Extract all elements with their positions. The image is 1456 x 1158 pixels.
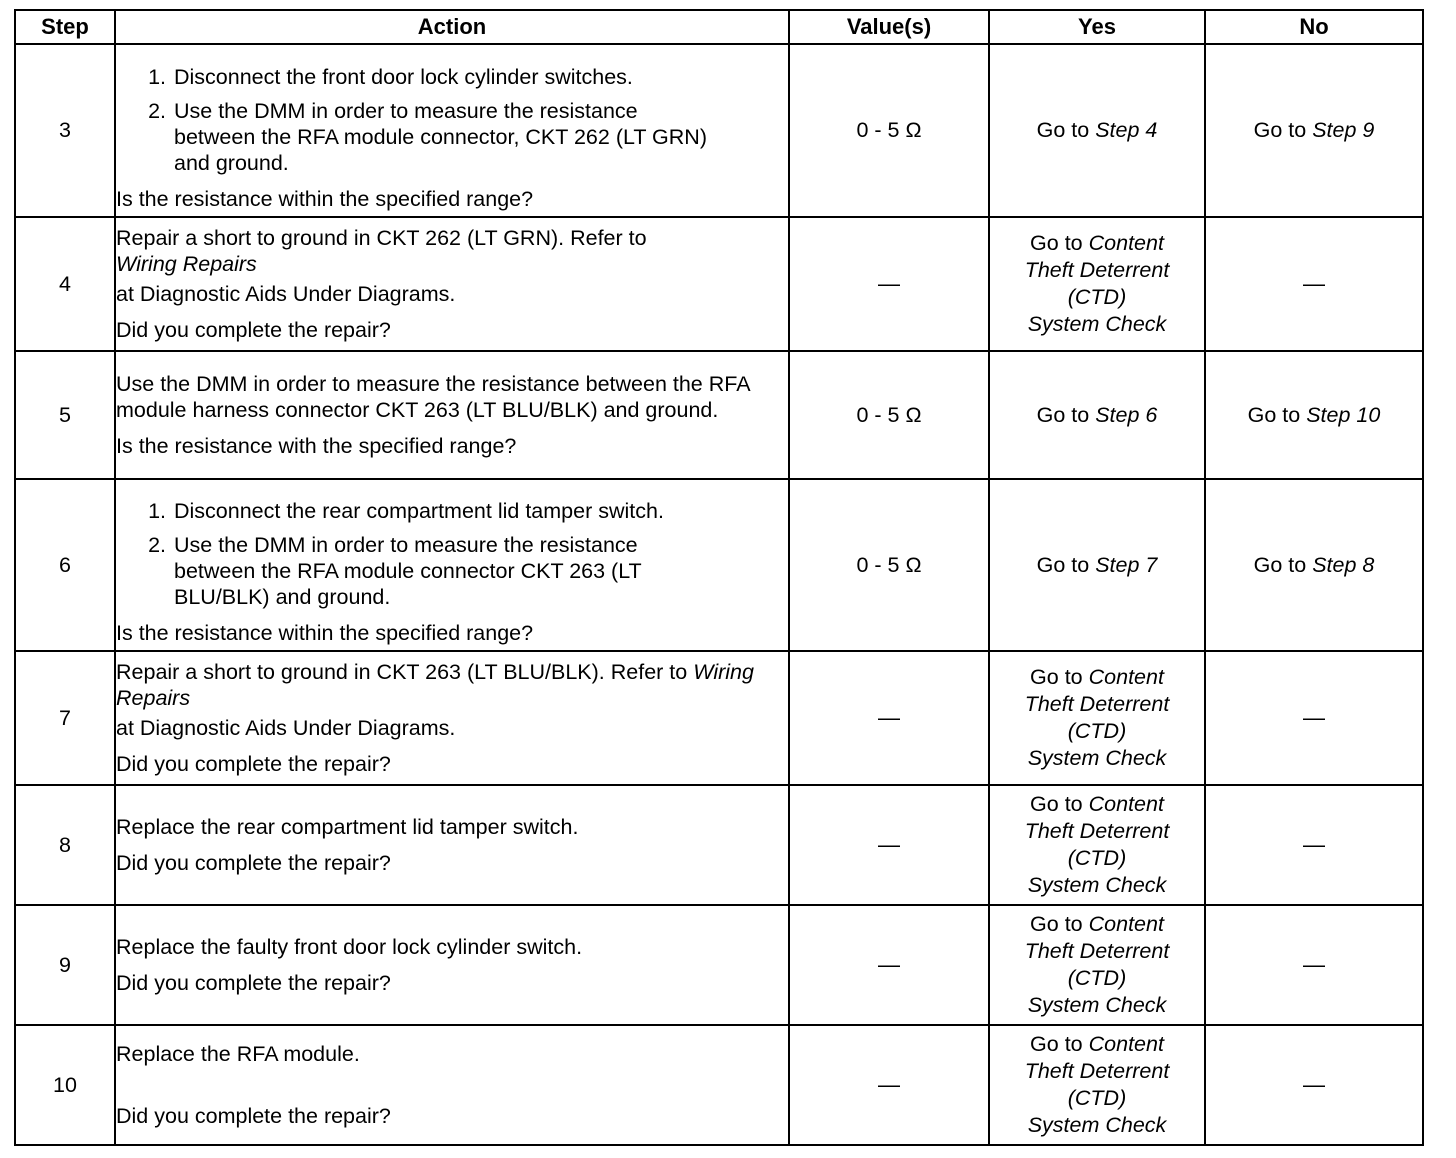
- ctd-line[interactable]: System Check: [1027, 746, 1167, 770]
- yes-cell: [989, 785, 1205, 905]
- header-row: [15, 10, 1423, 44]
- dash: —: [1303, 1072, 1325, 1097]
- no-cell: [1205, 479, 1423, 651]
- action-cell: [115, 1025, 789, 1145]
- yes-cell: [989, 1025, 1205, 1145]
- step-link[interactable]: Step 8: [1312, 552, 1375, 577]
- table-row: [15, 1025, 1423, 1145]
- step-link[interactable]: Step 4: [1095, 118, 1158, 142]
- action-steps: [116, 64, 788, 176]
- header-no: No: [1205, 10, 1423, 44]
- ctd-line[interactable]: (CTD): [1067, 846, 1127, 870]
- action-cell: [115, 785, 789, 905]
- yes-cell: [989, 217, 1205, 351]
- ctd-line[interactable]: Theft Deterrent: [1024, 258, 1170, 282]
- ctd-line[interactable]: Theft Deterrent: [1024, 692, 1170, 716]
- ctd-line[interactable]: Theft Deterrent: [1024, 819, 1170, 843]
- dash: —: [878, 1072, 900, 1097]
- action-question: Did you complete the repair?: [116, 318, 391, 342]
- no-cell: [1205, 1025, 1423, 1145]
- dash: —: [1303, 271, 1325, 296]
- action-steps: [116, 498, 788, 610]
- step-number: 8: [15, 785, 115, 905]
- header-values: Value(s): [789, 10, 989, 44]
- header-action: Action: [115, 10, 789, 44]
- ctd-line[interactable]: System Check: [1027, 1113, 1167, 1137]
- value-cell: [789, 785, 989, 905]
- ctd-line[interactable]: Go to Content: [1030, 792, 1164, 816]
- step-number: 10: [15, 1025, 115, 1145]
- action-cell: [115, 351, 789, 479]
- goto-text: Go to: [1253, 552, 1307, 577]
- action-question: Did you complete the repair?: [116, 851, 391, 875]
- ctd-line[interactable]: (CTD): [1067, 285, 1127, 309]
- yes-cell: [989, 905, 1205, 1025]
- ctd-line[interactable]: Theft Deterrent: [1024, 1059, 1170, 1083]
- ctd-line[interactable]: (CTD): [1067, 1086, 1127, 1110]
- diagnostic-table: [14, 9, 1424, 1146]
- dash: —: [878, 271, 900, 296]
- ctd-line[interactable]: (CTD): [1067, 719, 1127, 743]
- ctd-line[interactable]: Go to Content: [1030, 665, 1164, 689]
- action-cell: [115, 905, 789, 1025]
- goto-text: Go to: [1247, 402, 1301, 427]
- ctd-line[interactable]: Theft Deterrent: [1024, 939, 1170, 963]
- dash: —: [1303, 832, 1325, 857]
- goto-text: Go to: [1036, 552, 1090, 577]
- dash: —: [878, 705, 900, 730]
- yes-cell: [989, 351, 1205, 479]
- value-cell: 0 - 5 Ω: [789, 479, 989, 651]
- action-text-main: Repair a short to ground in CKT 262 (LT GRN). Refer to: [116, 226, 647, 250]
- action-question: Did you complete the repair?: [116, 971, 391, 995]
- table-row: [15, 479, 1423, 651]
- action-cell: [115, 44, 789, 217]
- step-number: 4: [15, 217, 115, 351]
- dash: —: [878, 952, 900, 977]
- dash: —: [1303, 952, 1325, 977]
- ctd-line[interactable]: Go to Content: [1030, 1032, 1164, 1056]
- ctd-line[interactable]: (CTD): [1067, 966, 1127, 990]
- ctd-line[interactable]: Go to Content: [1030, 231, 1164, 255]
- ctd-line[interactable]: System Check: [1027, 873, 1167, 897]
- action-text-location: at Diagnostic Aids Under Diagrams.: [116, 282, 456, 306]
- no-cell: [1205, 651, 1423, 785]
- value-cell: [789, 905, 989, 1025]
- value-cell: [789, 1025, 989, 1145]
- action-text: [116, 659, 788, 711]
- step-number: 6: [15, 479, 115, 651]
- action-question: Is the resistance within the specified range?: [116, 621, 534, 645]
- step-number: 9: [15, 905, 115, 1025]
- action-cell: [115, 479, 789, 651]
- action-question: Is the resistance with the specified range?: [116, 434, 517, 458]
- step-link[interactable]: Step 10: [1306, 402, 1381, 427]
- yes-cell: [989, 44, 1205, 217]
- table-row: [15, 217, 1423, 351]
- no-cell: [1205, 785, 1423, 905]
- table-row: [15, 905, 1423, 1025]
- action-question: Did you complete the repair?: [116, 752, 391, 776]
- ctd-line[interactable]: System Check: [1027, 312, 1167, 336]
- no-cell: [1205, 351, 1423, 479]
- action-text: Replace the rear compartment lid tamper switch.: [116, 815, 579, 839]
- wiring-repairs-ref[interactable]: Wiring Repairs: [116, 252, 257, 276]
- value-cell: 0 - 5 Ω: [789, 351, 989, 479]
- action-question: Is the resistance within the specified range?: [116, 186, 534, 211]
- wiring-repairs-ref[interactable]: Wiring Repairs: [116, 660, 754, 710]
- action-text-main: Repair a short to ground in CKT 263 (LT BLU/BLK). Refer to: [116, 660, 688, 684]
- ctd-line[interactable]: Go to Content: [1030, 912, 1164, 936]
- action-step: 1. Disconnect the front door lock cylinder switches.: [172, 64, 788, 90]
- header-yes: Yes: [989, 10, 1205, 44]
- action-cell: [115, 217, 789, 351]
- action-text: Use the DMM in order to measure the resistance between the RFA module harness connector CKT 263 (LT BLU/BLK) and ground.: [116, 372, 750, 422]
- action-cell: [115, 651, 789, 785]
- value-cell: 0 - 5 Ω: [789, 44, 989, 217]
- header-step: Step: [15, 10, 115, 44]
- action-step: 2. Use the DMM in order to measure the resistance between the RFA module connector CKT 263 (LT BLU/BLK) and ground.: [172, 532, 788, 610]
- yes-cell: [989, 651, 1205, 785]
- value-cell: [789, 651, 989, 785]
- no-cell: [1205, 44, 1423, 217]
- action-text-location: at Diagnostic Aids Under Diagrams.: [116, 716, 456, 740]
- action-text: Replace the faulty front door lock cylinder switch.: [116, 935, 583, 959]
- action-step: 1. Disconnect the rear compartment lid tamper switch.: [172, 498, 788, 524]
- table-row: [15, 785, 1423, 905]
- goto-text: Go to: [1036, 402, 1090, 427]
- step-number: 7: [15, 651, 115, 785]
- step-link[interactable]: Step 6: [1095, 402, 1158, 427]
- action-question: Did you complete the repair?: [116, 1104, 391, 1128]
- action-step: 2. Use the DMM in order to measure the resistance between the RFA module connector, CKT 262 (LT GRN) and ground.: [172, 98, 788, 176]
- table-row: [15, 44, 1423, 217]
- action-text: [116, 225, 788, 277]
- action-text: Replace the RFA module.: [116, 1042, 360, 1066]
- no-cell: [1205, 905, 1423, 1025]
- goto-text: Go to: [1253, 118, 1307, 142]
- ctd-line[interactable]: System Check: [1027, 993, 1167, 1017]
- table-row: [15, 651, 1423, 785]
- no-cell: [1205, 217, 1423, 351]
- dash: —: [1303, 705, 1325, 730]
- step-number: 3: [15, 44, 115, 217]
- goto-text: Go to: [1036, 118, 1090, 142]
- step-link[interactable]: Step 7: [1095, 552, 1158, 577]
- table-row: [15, 351, 1423, 479]
- step-link[interactable]: Step 9: [1312, 118, 1375, 142]
- dash: —: [878, 832, 900, 857]
- step-number: 5: [15, 351, 115, 479]
- value-cell: [789, 217, 989, 351]
- yes-cell: [989, 479, 1205, 651]
